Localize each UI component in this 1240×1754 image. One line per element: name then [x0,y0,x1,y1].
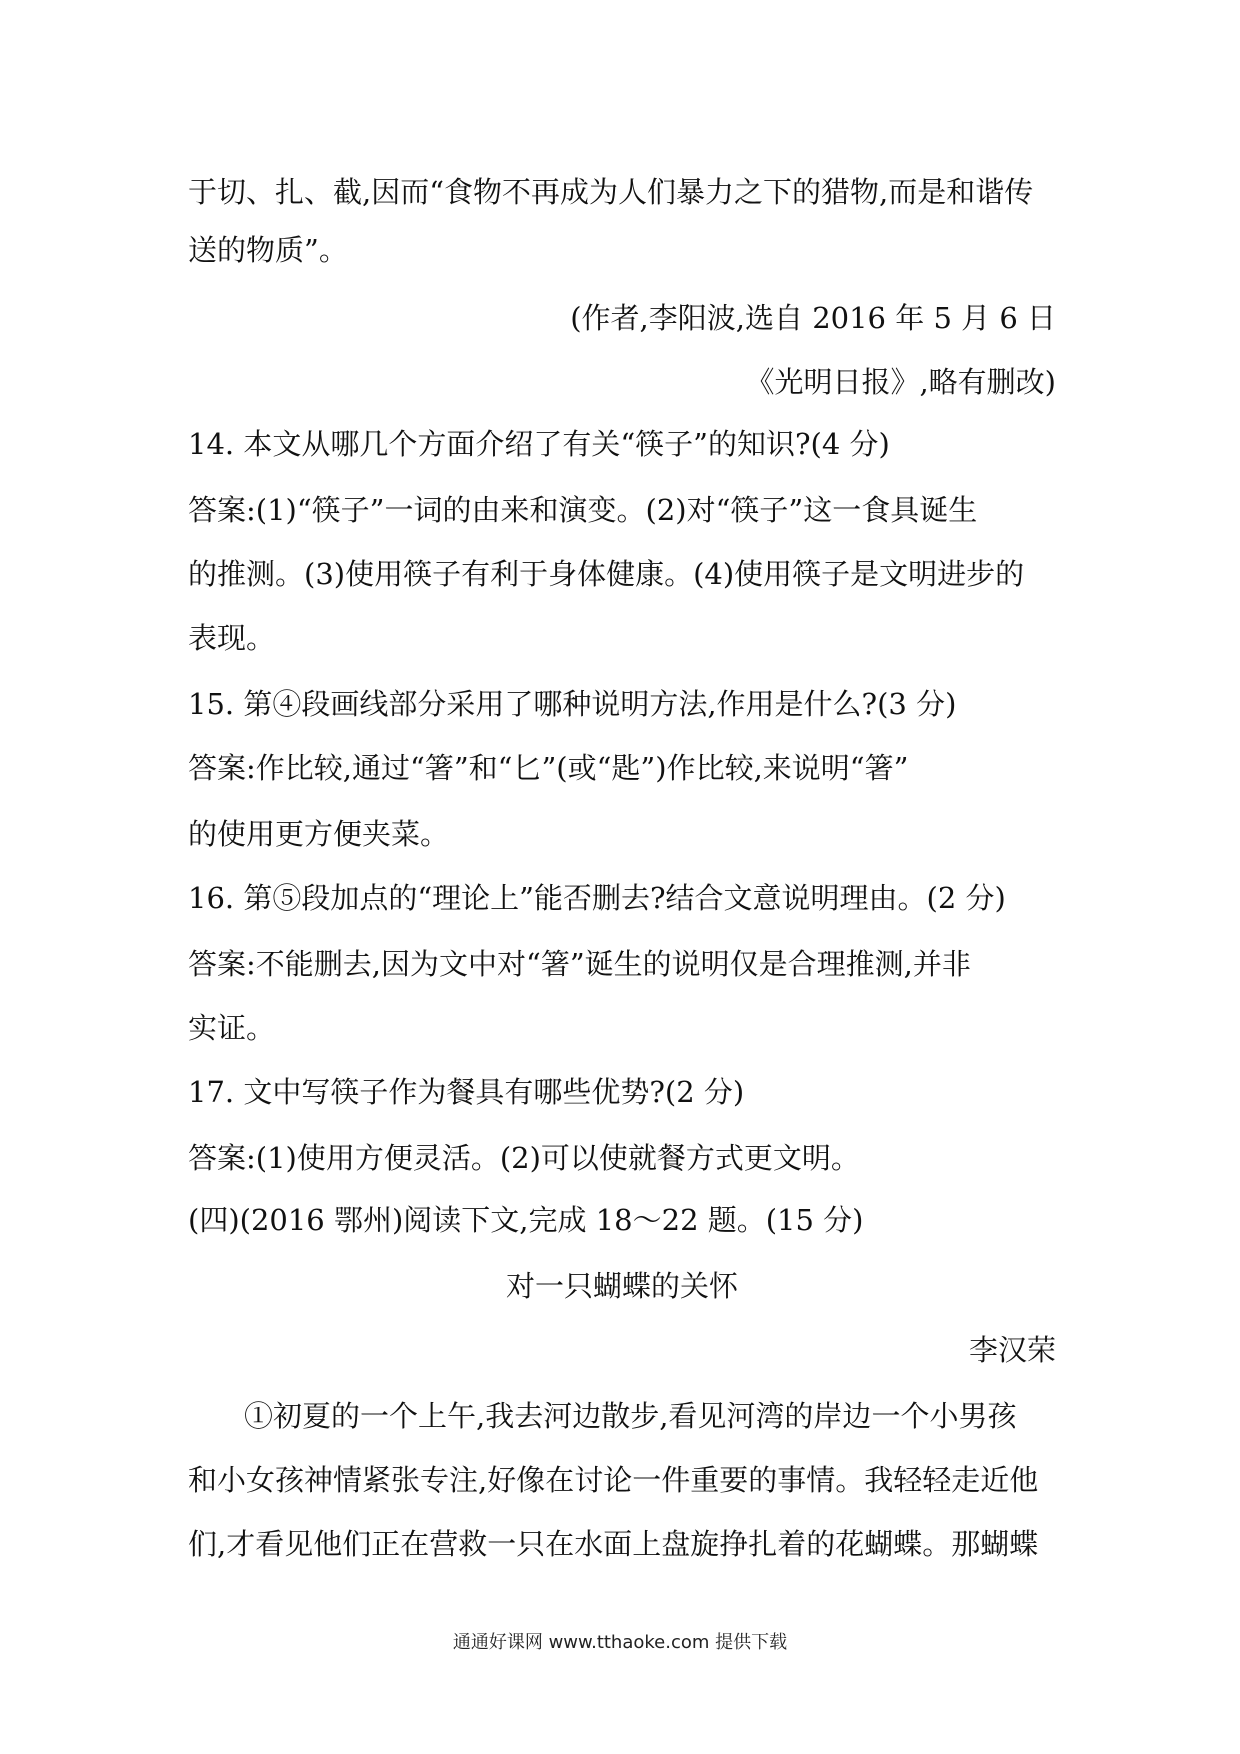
paragraph-line: 和小女孩神情紧张专注,好像在讨论一件重要的事情。我轻轻走近他 [188,1463,1039,1497]
article-title: 对一只蝴蝶的关怀 [505,1269,738,1303]
answer-15: 的使用更方便夹菜。 [188,817,450,851]
question-15: 15. 第④段画线部分采用了哪种说明方法,作用是什么?(3 分) [188,687,957,721]
question-16: 16. 第⑤段加点的“理论上”能否删去?结合文意说明理由。(2 分) [188,881,1006,915]
source-line: 《光明日报》,略有删改) [745,365,1056,399]
source-line: (作者,李阳波,选自 2016 年 5 月 6 日 [570,301,1056,335]
answer-17: 答案:(1)使用方便灵活。(2)可以使就餐方式更文明。 [188,1141,860,1175]
paragraph-line: ①初夏的一个上午,我去河边散步,看见河湾的岸边一个小男孩 [244,1399,1017,1433]
answer-16: 答案:不能删去,因为文中对“箸”诞生的说明仅是合理推测,并非 [188,947,971,981]
answer-14: 答案:(1)“筷子”一词的由来和演变。(2)对“筷子”这一食具诞生 [188,493,978,527]
paragraph-line: 们,才看见他们正在营救一只在水面上盘旋挣扎着的花蝴蝶。那蝴蝶 [188,1527,1039,1561]
article-author: 李汉荣 [968,1333,1056,1367]
answer-15: 答案:作比较,通过“箸”和“匕”(或“匙”)作比较,来说明“箸” [188,751,909,785]
answer-16: 实证。 [188,1011,276,1045]
question-17: 17. 文中写筷子作为餐具有哪些优势?(2 分) [188,1075,745,1109]
section-heading: (四)(2016 鄂州)阅读下文,完成 18～22 题。(15 分) [188,1203,864,1237]
answer-14: 表现。 [188,621,276,655]
text-line: 于切、扎、截,因而“食物不再成为人们暴力之下的猎物,而是和谐传 [188,175,1034,209]
page-footer: 通通好课网 www.tthaoke.com 提供下载 [452,1632,788,1653]
text-line: 送的物质”。 [188,233,348,267]
question-14: 14. 本文从哪几个方面介绍了有关“筷子”的知识?(4 分) [188,427,890,461]
answer-14: 的推测。(3)使用筷子有利于身体健康。(4)使用筷子是文明进步的 [188,557,1025,591]
